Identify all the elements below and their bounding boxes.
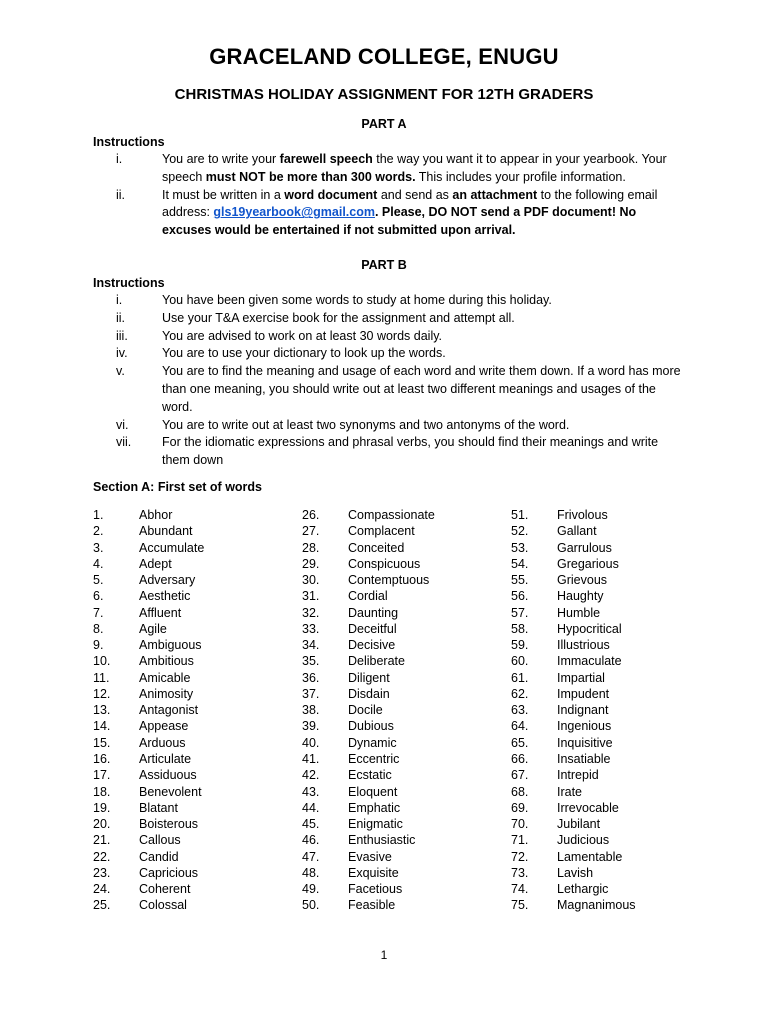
bold-run: farewell speech: [279, 152, 373, 166]
word-text: Conceited: [348, 540, 405, 555]
word-text: Jubilant: [557, 817, 601, 832]
word-text: Appease: [139, 719, 189, 734]
item-text: For the idiomatic expressions and phrasal verbs, you should find their meanings and write them down: [162, 435, 659, 468]
word-entry: [93, 881, 293, 897]
word-text: Irate: [557, 784, 583, 799]
word-entry: [511, 751, 711, 767]
word-entry: [302, 621, 502, 637]
word-text: Diligent: [348, 670, 390, 685]
word-entry: [93, 670, 293, 686]
word-number: 60.: [511, 654, 529, 669]
word-entry: [511, 849, 711, 865]
word-text: Gallant: [557, 524, 597, 539]
word-entry: [511, 572, 711, 588]
word-number: 62.: [511, 686, 529, 701]
word-number: 36.: [302, 670, 320, 685]
word-text: Articulate: [139, 751, 192, 766]
word-text: Callous: [139, 833, 181, 848]
word-number: 15.: [93, 735, 111, 750]
bold-run: . Please, DO NOT send a PDF document! No excuses would be entertained if not submitted upon arrival.: [162, 205, 637, 238]
word-number: 70.: [511, 817, 529, 832]
word-entry: [511, 686, 711, 702]
word-column-2: [302, 507, 502, 914]
item-text: You are advised to work on at least 30 words daily.: [162, 328, 443, 343]
word-text: Enthusiastic: [348, 833, 416, 848]
word-text: Feasible: [348, 898, 396, 913]
word-number: 3.: [93, 540, 104, 555]
word-number: 20.: [93, 817, 111, 832]
word-text: Impudent: [557, 686, 610, 701]
word-text: Inquisitive: [557, 735, 613, 750]
word-number: 5.: [93, 573, 104, 588]
word-entry: [93, 897, 293, 913]
word-text: Capricious: [139, 865, 199, 880]
word-text: Deceitful: [348, 621, 397, 636]
word-entry: [302, 800, 502, 816]
word-entry: [302, 897, 502, 913]
word-text: Evasive: [348, 849, 392, 864]
word-text: Complacent: [348, 524, 415, 539]
word-entry: [93, 621, 293, 637]
word-number: 59.: [511, 638, 529, 653]
word-text: Irrevocable: [557, 800, 619, 815]
word-entry: [511, 653, 711, 669]
word-entry: [511, 865, 711, 881]
word-number: 64.: [511, 719, 529, 734]
word-entry: [302, 718, 502, 734]
word-text: Cordial: [348, 589, 388, 604]
word-number: 47.: [302, 849, 320, 864]
word-number: 12.: [93, 686, 111, 701]
page-title: GRACELAND COLLEGE, ENUGU: [209, 44, 559, 69]
word-entry: [511, 605, 711, 621]
word-text: Impartial: [557, 670, 605, 685]
word-number: 29.: [302, 556, 320, 571]
word-number: 37.: [302, 686, 320, 701]
word-text: Lavish: [557, 865, 594, 880]
word-text: Antagonist: [139, 703, 199, 718]
list-item: [93, 310, 683, 328]
word-entry: [302, 556, 502, 572]
item-text: You are to write out at least two synonyms and two antonyms of the word.: [162, 417, 570, 432]
word-text: Hypocritical: [557, 621, 622, 636]
word-text: Assiduous: [139, 768, 197, 783]
word-entry: [302, 572, 502, 588]
word-number: 21.: [93, 833, 111, 848]
word-number: 17.: [93, 768, 111, 783]
text-run: and send as: [377, 187, 453, 202]
list-item: [93, 434, 683, 470]
word-number: 34.: [302, 638, 320, 653]
word-entry: [93, 605, 293, 621]
word-entry: [302, 605, 502, 621]
word-entry: [302, 784, 502, 800]
list-item: [93, 187, 683, 240]
word-entry: [511, 897, 711, 913]
word-entry: [302, 816, 502, 832]
word-number: 8.: [93, 621, 104, 636]
word-entry: [93, 735, 293, 751]
word-entry: [511, 881, 711, 897]
word-text: Deliberate: [348, 654, 405, 669]
word-number: 73.: [511, 865, 529, 880]
word-text: Illustrious: [557, 638, 610, 653]
word-text: Haughty: [557, 589, 604, 604]
word-entry: [511, 621, 711, 637]
word-text: Judicious: [557, 833, 610, 848]
word-number: 26.: [302, 508, 320, 522]
word-number: 74.: [511, 882, 529, 897]
word-entry: [511, 718, 711, 734]
word-number: 28.: [302, 540, 320, 555]
word-text: Daunting: [348, 605, 399, 620]
word-text: Frivolous: [557, 508, 608, 522]
word-number: 14.: [93, 719, 111, 734]
part-b-instructions-label: Instructions: [93, 276, 165, 290]
item-text: [162, 187, 683, 240]
word-entry: [302, 523, 502, 539]
word-number: 41.: [302, 751, 320, 766]
word-number: 50.: [302, 898, 320, 913]
word-text: Abundant: [139, 524, 193, 539]
bold-run: an attachment: [452, 187, 538, 202]
word-number: 52.: [511, 524, 529, 539]
word-entry: [511, 784, 711, 800]
word-entry: [302, 702, 502, 718]
word-entry: [93, 588, 293, 604]
word-text: Intrepid: [557, 768, 599, 783]
item-number: v.: [116, 364, 125, 379]
word-text: Grievous: [557, 573, 608, 588]
word-text: Amicable: [139, 670, 191, 685]
word-number: 39.: [302, 719, 320, 734]
item-number: iii.: [116, 328, 128, 343]
word-text: Magnanimous: [557, 898, 636, 913]
word-number: 30.: [302, 573, 320, 588]
word-entry: [511, 523, 711, 539]
text-run: to the following email address:: [162, 187, 658, 220]
word-number: 72.: [511, 849, 529, 864]
word-text: Insatiable: [557, 751, 611, 766]
word-text: Aesthetic: [139, 589, 191, 604]
item-text: You are to use your dictionary to look up the words.: [162, 346, 446, 361]
part-a-heading: PART A: [361, 117, 407, 131]
word-entry: [302, 767, 502, 783]
word-text: Eccentric: [348, 751, 400, 766]
word-text: Conspicuous: [348, 556, 421, 571]
word-entry: [93, 702, 293, 718]
word-text: Dynamic: [348, 735, 397, 750]
part-a-instructions-label: Instructions: [93, 135, 165, 149]
word-entry: [511, 588, 711, 604]
word-text: Ecstatic: [348, 768, 392, 783]
word-entry: [511, 735, 711, 751]
word-number: 49.: [302, 882, 320, 897]
word-text: Affluent: [139, 605, 182, 620]
word-text: Arduous: [139, 735, 186, 750]
text-run: It must be written in a: [162, 187, 285, 202]
word-entry: [93, 523, 293, 539]
word-entry: [302, 637, 502, 653]
text-run: the way you want it to appear in your yearbook. Your speech: [162, 152, 667, 184]
word-column-1: [93, 507, 293, 914]
bold-run: word document: [284, 187, 378, 202]
word-number: 40.: [302, 735, 320, 750]
word-text: Ingenious: [557, 719, 612, 734]
word-text: Candid: [139, 849, 179, 864]
text-run: This includes your profile information.: [415, 169, 626, 184]
word-number: 16.: [93, 751, 111, 766]
item-text: You are to find the meaning and usage of each word and write them down. If a word has more than one meaning, you should write out at least two different meanings and usages of the word.: [162, 364, 681, 414]
word-text: Enigmatic: [348, 817, 403, 832]
word-entry: [511, 670, 711, 686]
word-entry: [93, 540, 293, 556]
word-number: 54.: [511, 556, 529, 571]
word-number: 69.: [511, 800, 529, 815]
word-entry: [511, 832, 711, 848]
word-entry: [93, 653, 293, 669]
word-text: Compassionate: [348, 508, 435, 522]
word-number: 27.: [302, 524, 320, 539]
word-entry: [93, 865, 293, 881]
word-number: 55.: [511, 573, 529, 588]
word-entry: [302, 670, 502, 686]
word-entry: [511, 637, 711, 653]
word-number: 46.: [302, 833, 320, 848]
word-entry: [93, 832, 293, 848]
word-number: 24.: [93, 882, 111, 897]
word-text: Exquisite: [348, 865, 399, 880]
word-number: 33.: [302, 621, 320, 636]
word-number: 51.: [511, 508, 529, 522]
word-entry: [302, 507, 502, 523]
word-number: 56.: [511, 589, 529, 604]
text-run: You are to write your: [162, 152, 280, 166]
word-text: Ambiguous: [139, 638, 202, 653]
list-item: [93, 328, 683, 346]
word-text: Lamentable: [557, 849, 623, 864]
word-number: 42.: [302, 768, 320, 783]
word-entry: [93, 507, 293, 523]
word-text: Eloquent: [348, 784, 398, 799]
word-number: 75.: [511, 898, 529, 913]
word-entry: [93, 800, 293, 816]
word-number: 6.: [93, 589, 104, 604]
email-link[interactable]: gls19yearbook@gmail.com: [213, 205, 375, 220]
word-text: Ambitious: [139, 654, 194, 669]
word-number: 63.: [511, 703, 529, 718]
word-entry: [93, 849, 293, 865]
word-entry: [302, 832, 502, 848]
word-text: Emphatic: [348, 800, 401, 815]
part-b-heading: PART B: [361, 258, 407, 272]
word-text: Benevolent: [139, 784, 202, 799]
word-number: 61.: [511, 670, 529, 685]
word-entry: [93, 686, 293, 702]
word-text: Boisterous: [139, 817, 199, 832]
word-text: Facetious: [348, 882, 403, 897]
word-text: Disdain: [348, 686, 390, 701]
list-item: [93, 151, 683, 187]
word-text: Immaculate: [557, 654, 622, 669]
word-number: 7.: [93, 605, 104, 620]
word-text: Accumulate: [139, 540, 205, 555]
list-item: [93, 345, 683, 363]
word-number: 58.: [511, 621, 529, 636]
word-number: 4.: [93, 556, 104, 571]
item-text: [162, 151, 683, 187]
list-item: [93, 363, 683, 416]
word-text: Coherent: [139, 882, 191, 897]
word-number: 67.: [511, 768, 529, 783]
word-entry: [511, 702, 711, 718]
word-text: Animosity: [139, 686, 194, 701]
word-number: 44.: [302, 800, 320, 815]
word-number: 32.: [302, 605, 320, 620]
word-entry: [302, 735, 502, 751]
word-number: 2.: [93, 524, 104, 539]
word-text: Gregarious: [557, 556, 619, 571]
word-number: 53.: [511, 540, 529, 555]
word-number: 35.: [302, 654, 320, 669]
word-text: Colossal: [139, 898, 187, 913]
word-entry: [302, 865, 502, 881]
item-number: i.: [116, 293, 123, 307]
word-entry: [511, 767, 711, 783]
word-column-3: [511, 507, 711, 914]
list-item: [93, 292, 683, 310]
part-a-instruction-list: [93, 151, 683, 240]
page-number: 1: [380, 948, 388, 962]
section-a-title: Section A: First set of words: [93, 480, 263, 494]
word-number: 11.: [93, 670, 110, 685]
word-text: Indignant: [557, 703, 609, 718]
word-entry: [511, 507, 711, 523]
word-number: 48.: [302, 865, 320, 880]
word-number: 43.: [302, 784, 320, 799]
word-entry: [93, 556, 293, 572]
word-number: 9.: [93, 638, 104, 653]
list-item: [93, 417, 683, 435]
item-number: ii.: [116, 310, 126, 325]
word-entry: [302, 540, 502, 556]
word-number: 71.: [511, 833, 529, 848]
item-number: vii.: [116, 435, 132, 450]
word-number: 25.: [93, 898, 111, 913]
word-text: Abhor: [139, 508, 173, 522]
word-number: 31.: [302, 589, 320, 604]
word-text: Humble: [557, 605, 601, 620]
word-entry: [93, 751, 293, 767]
word-entry: [302, 881, 502, 897]
word-number: 1.: [93, 508, 104, 522]
word-entry: [93, 784, 293, 800]
word-entry: [93, 767, 293, 783]
word-number: 19.: [93, 800, 111, 815]
word-text: Dubious: [348, 719, 394, 734]
word-number: 45.: [302, 817, 320, 832]
word-text: Garrulous: [557, 540, 612, 555]
item-number: i.: [116, 152, 123, 166]
word-entry: [302, 588, 502, 604]
word-number: 57.: [511, 605, 529, 620]
item-number: iv.: [116, 346, 128, 361]
item-text: Use your T&A exercise book for the assignment and attempt all.: [162, 310, 515, 325]
word-entry: [93, 637, 293, 653]
word-number: 13.: [93, 703, 111, 718]
word-entry: [511, 556, 711, 572]
word-entry: [93, 816, 293, 832]
word-entry: [302, 849, 502, 865]
word-number: 66.: [511, 751, 529, 766]
word-number: 68.: [511, 784, 529, 799]
word-number: 10.: [93, 654, 111, 669]
word-text: Adept: [139, 556, 172, 571]
word-number: 38.: [302, 703, 320, 718]
word-entry: [93, 718, 293, 734]
word-entry: [302, 686, 502, 702]
word-number: 18.: [93, 784, 111, 799]
word-entry: [302, 751, 502, 767]
word-entry: [511, 816, 711, 832]
word-number: 65.: [511, 735, 529, 750]
word-text: Adversary: [139, 573, 196, 588]
word-number: 23.: [93, 865, 111, 880]
word-text: Contemptuous: [348, 573, 430, 588]
part-b-instruction-list: [93, 292, 683, 470]
assignment-subtitle: CHRISTMAS HOLIDAY ASSIGNMENT FOR 12TH GRADERS: [174, 86, 594, 103]
bold-run: must NOT be more than 300 words.: [205, 169, 416, 184]
item-text: You have been given some words to study at home during this holiday.: [162, 293, 552, 307]
item-number: ii.: [116, 187, 126, 202]
word-text: Decisive: [348, 638, 396, 653]
word-entry: [511, 800, 711, 816]
word-entry: [302, 653, 502, 669]
item-number: vi.: [116, 417, 129, 432]
word-entry: [511, 540, 711, 556]
word-number: 22.: [93, 849, 111, 864]
word-entry: [93, 572, 293, 588]
word-text: Blatant: [139, 800, 178, 815]
word-text: Agile: [139, 621, 167, 636]
word-text: Docile: [348, 703, 383, 718]
word-text: Lethargic: [557, 882, 609, 897]
